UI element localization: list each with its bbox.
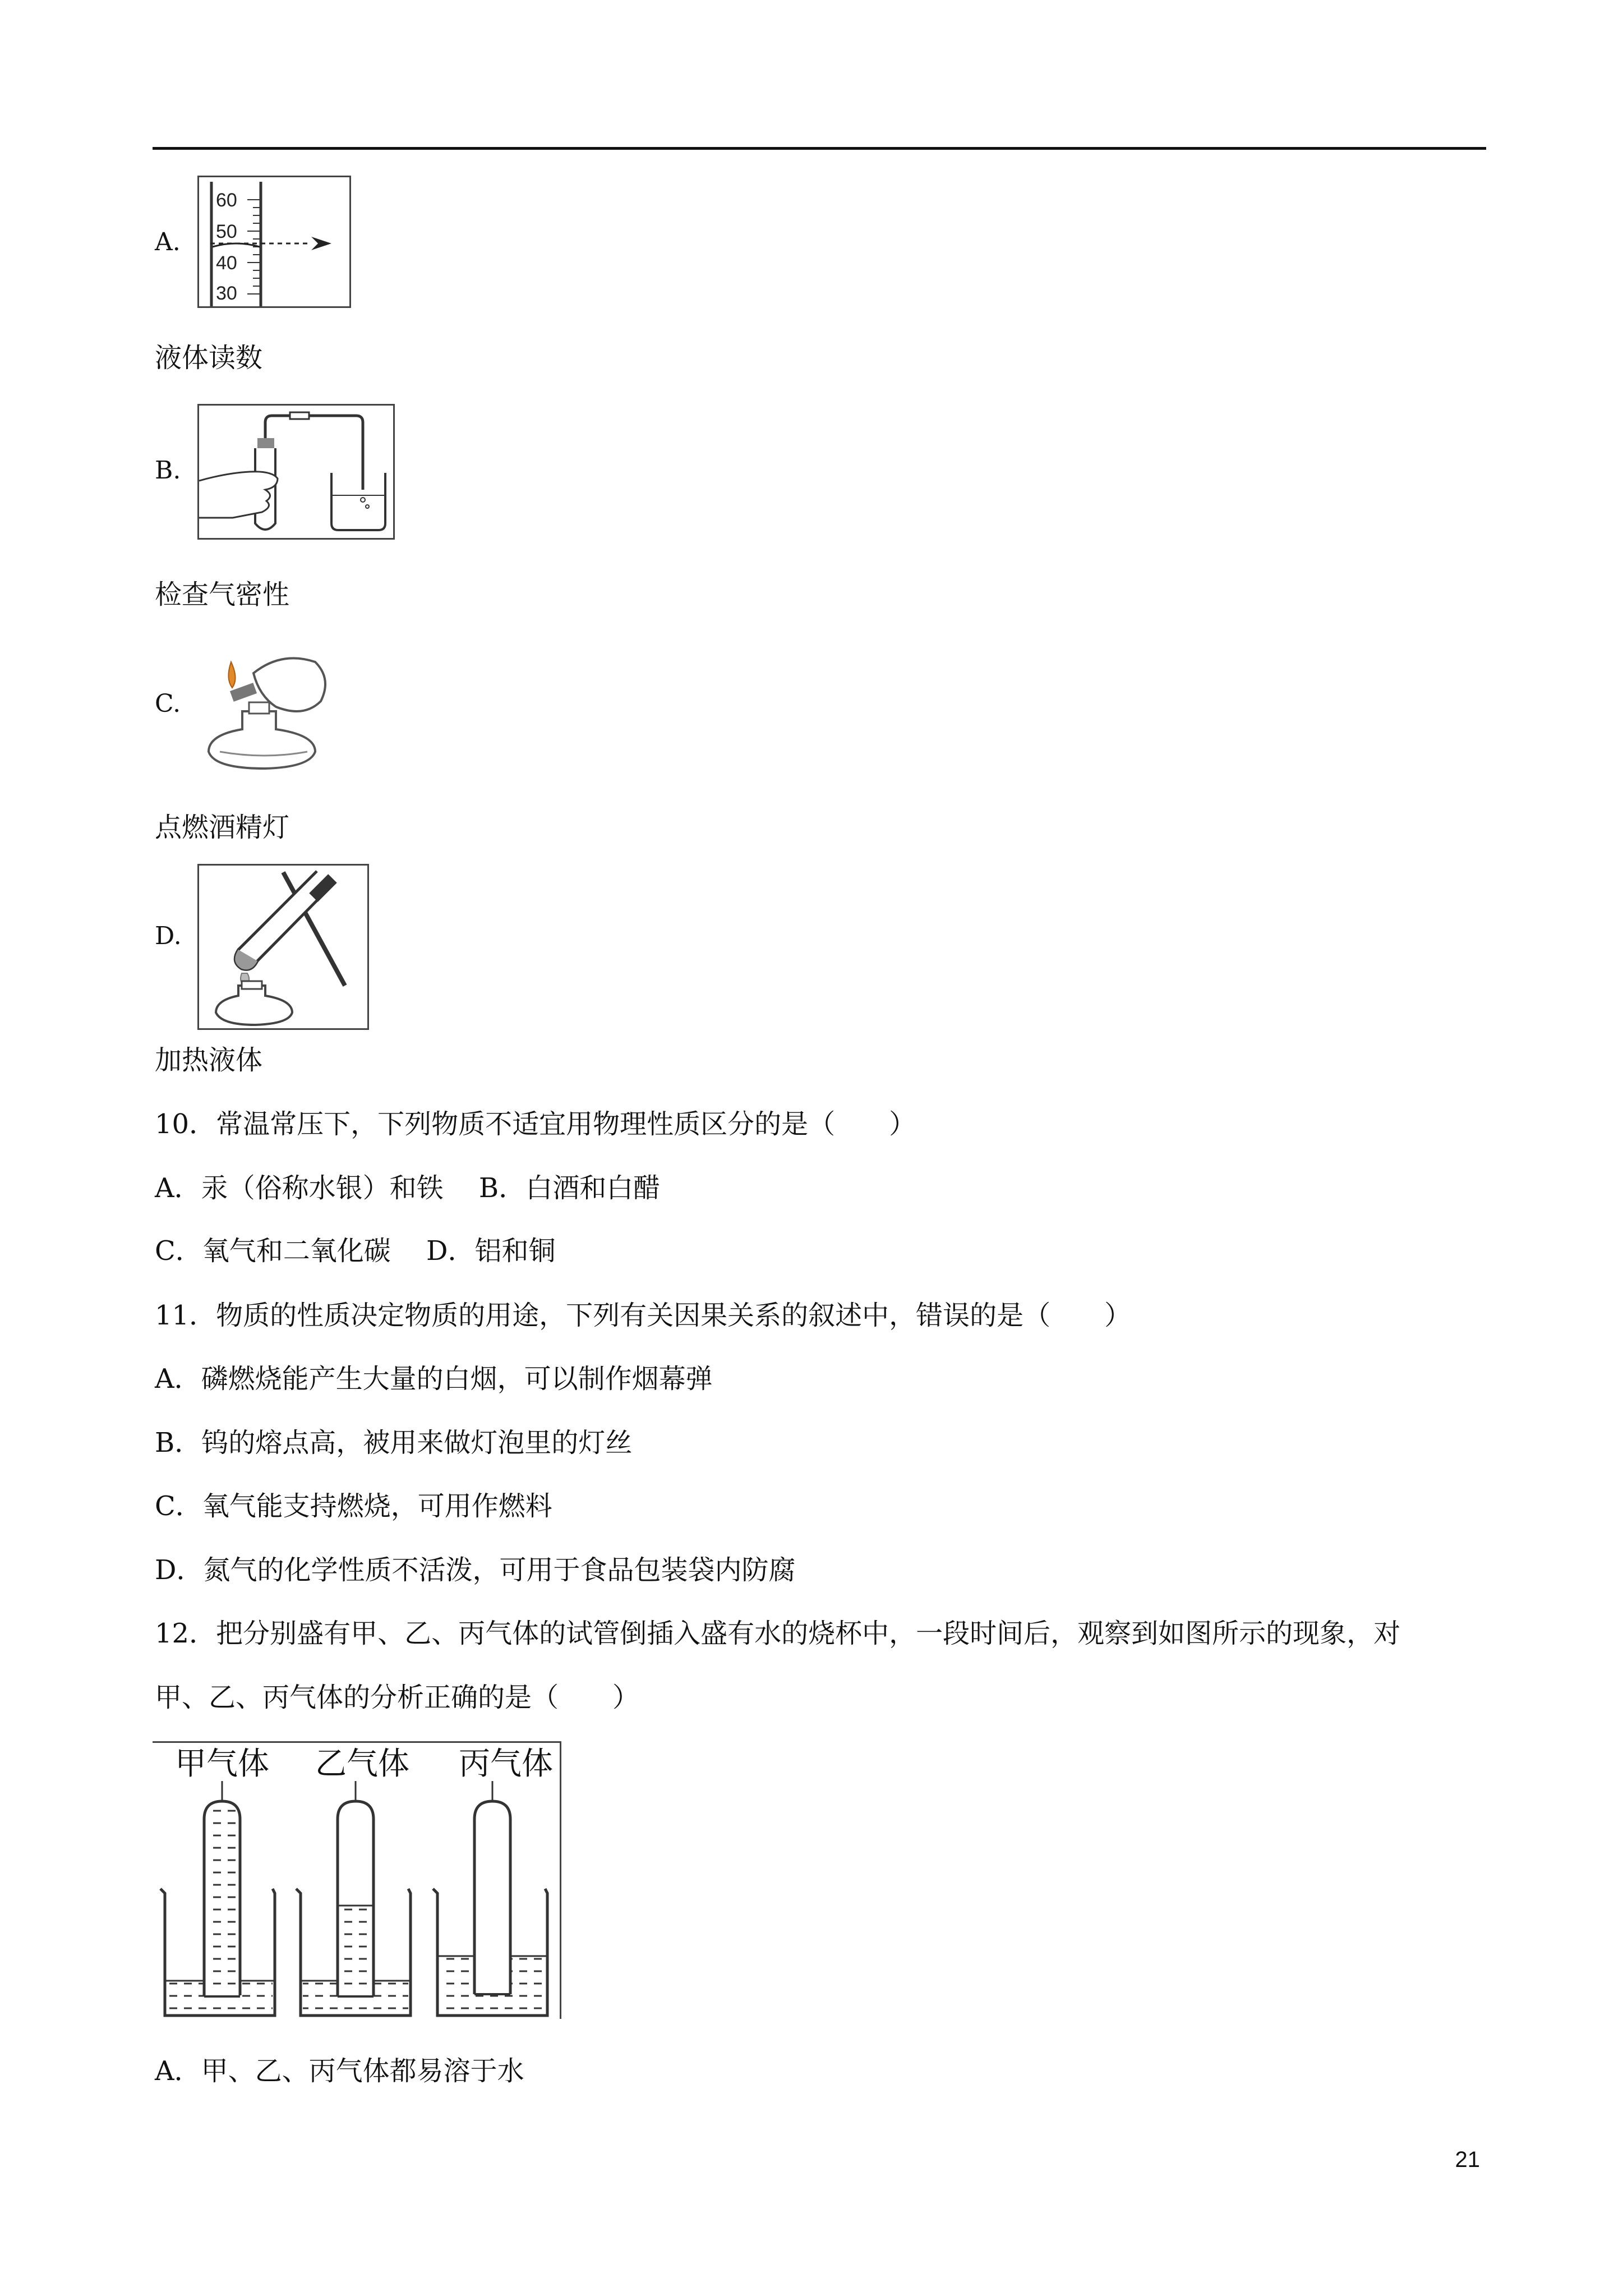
- gas-label-jia: 甲气体: [175, 1746, 269, 1782]
- gas-label-bing: 丙气体: [459, 1746, 553, 1782]
- q12-option-a: A．甲、乙、丙气体都易溶于水: [155, 2055, 524, 2087]
- beaker-bing: [433, 1781, 547, 2016]
- q11-stem: 11．物质的性质决定物质的用途，下列有关因果关系的叙述中，错误的是（ ）: [155, 1300, 1132, 1331]
- option-a-letter: A.: [155, 228, 181, 256]
- q12-stem-line1: 12．把分别盛有甲、乙、丙气体的试管倒插入盛有水的烧杯中，一段时间后，观察到如图所示的现象，对: [155, 1618, 1401, 1649]
- airtightness-apparatus-image: [199, 406, 393, 538]
- beaker-yi: [296, 1781, 411, 2016]
- option-d-letter: D.: [155, 922, 182, 950]
- flame-icon: [228, 662, 235, 688]
- page-number: 21: [1455, 2147, 1480, 2172]
- option-c-figure: [197, 639, 338, 774]
- q12-stem-line2: 甲、乙、丙气体的分析正确的是（ ）: [155, 1682, 640, 1713]
- option-d-figure: [197, 864, 369, 1030]
- tick-label-30: 30: [216, 283, 237, 304]
- option-b-caption: 检查气密性: [155, 579, 290, 610]
- q11-option-b: B．钨的熔点高，被用来做灯泡里的灯丝: [155, 1427, 633, 1458]
- gas-tubes-in-beakers-image: [153, 1743, 560, 2019]
- q10-stem: 10．常温常压下，下列物质不适宜用物理性质区分的是（ ）: [155, 1108, 916, 1140]
- q11-option-d: D．氮气的化学性质不活泼，可用于食品包装袋内防腐: [155, 1554, 796, 1586]
- alcohol-lamp-lighting-image: [197, 639, 338, 774]
- gas-label-yi: 乙气体: [315, 1746, 409, 1782]
- option-c-letter: C.: [155, 689, 181, 718]
- q12-figure: [153, 1741, 561, 2019]
- q10-options-line1: A．汞（俗称水银）和铁 B．白酒和白醋: [155, 1172, 661, 1204]
- beaker-jia: [160, 1781, 275, 2016]
- heating-liquid-image: [199, 866, 367, 1028]
- tick-label-50: 50: [216, 221, 237, 242]
- eye-icon: [311, 237, 331, 250]
- option-c-caption: 点燃酒精灯: [155, 812, 290, 843]
- option-d-caption: 加热液体: [155, 1045, 263, 1076]
- option-a-figure: [197, 176, 351, 308]
- tick-label-60: 60: [216, 190, 237, 211]
- q11-option-a: A．磷燃烧能产生大量的白烟，可以制作烟幕弹: [155, 1363, 713, 1395]
- q11-option-c: C．氧气能支持燃烧，可用作燃料: [155, 1490, 552, 1522]
- header-rule: [153, 147, 1486, 150]
- option-b-letter: B.: [155, 456, 181, 485]
- q10-options-line2: C．氧气和二氧化碳 D．铝和铜: [155, 1235, 556, 1267]
- option-a-caption: 液体读数: [155, 342, 263, 374]
- option-b-figure: [197, 404, 395, 540]
- graduated-cylinder-image: [199, 177, 349, 306]
- tick-label-40: 40: [216, 252, 237, 274]
